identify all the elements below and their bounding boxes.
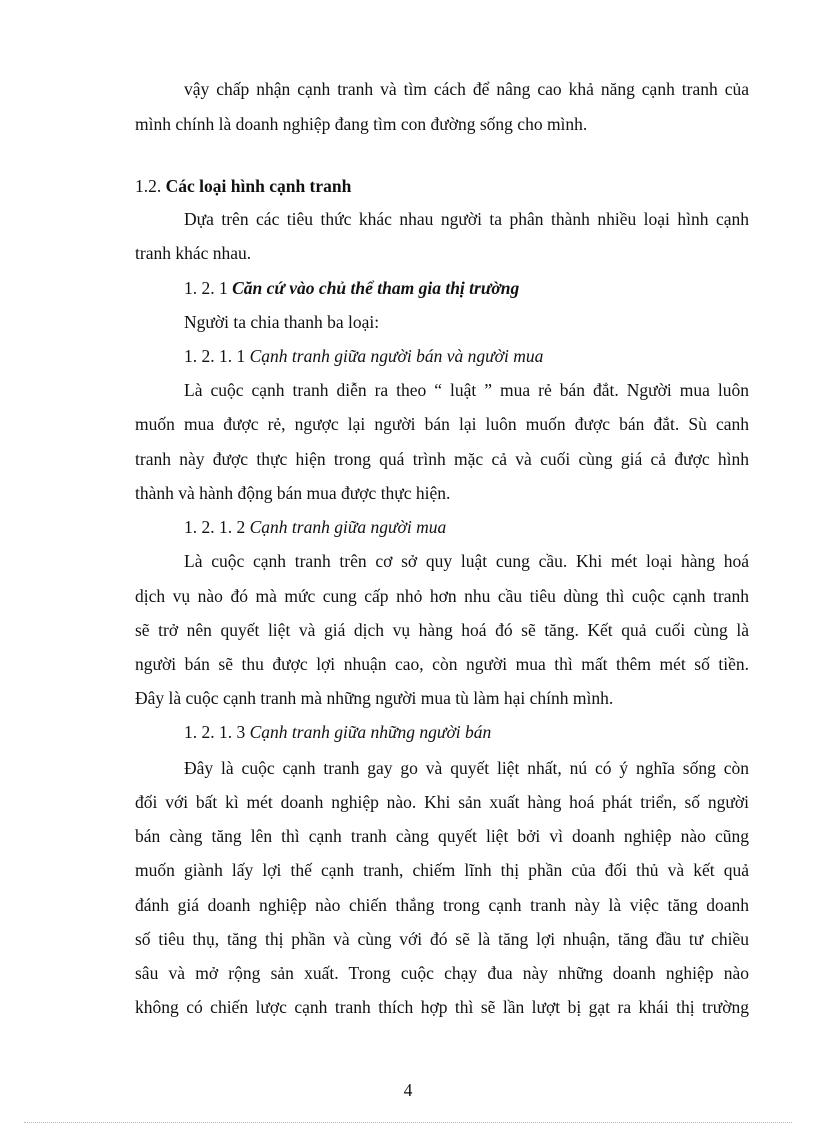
paragraph-2-line-2: tranh khác nhau. (135, 243, 252, 263)
paragraph-2-line-1: Dựa trên các tiêu thức khác nhau người ta phân thành nhiều loại hình cạnh (184, 209, 749, 229)
subsection-number: 1. 2. 1 (184, 278, 228, 298)
section-heading-1-2 (135, 175, 351, 197)
paragraph-6-line-6: số tiêu thụ, tăng thị phần và cùng với đó sẽ là tăng lợi nhuận, tăng đầu tư chiều (135, 929, 749, 949)
subsubsection-number: 1. 2. 1. 3 (184, 722, 246, 742)
subsubsection-title: Cạnh tranh giữa những người bán (249, 722, 492, 742)
paragraph-5-line-3: sẽ trở nên quyết liệt và giá dịch vụ hàng hoá đó sẽ tăng. Kết quả cuối cùng là (135, 620, 749, 640)
paragraph-5-line-2: dịch vụ nào đó mà mức cung cấp nhỏ hơn nhu cầu tiêu dùng thì cuộc cạnh tranh (135, 586, 749, 606)
paragraph-6-line-8: không có chiến lược cạnh tranh thích hợp thì sẽ lần lượt bị gạt ra khái thị trường (135, 997, 749, 1017)
subsubsection-heading-1-2-1-3 (184, 721, 491, 743)
subsubsection-heading-1-2-1-1 (184, 345, 543, 367)
subsubsection-title: Cạnh tranh giữa người bán và người mua (249, 346, 544, 366)
paragraph-3: Người ta chia thanh ba loại: (184, 312, 380, 332)
paragraph-6-line-1: Đây là cuộc cạnh tranh gay go và quyết liệt nhất, nú có ý nghĩa sống còn (184, 758, 749, 778)
section-number: 1.2. (135, 176, 162, 196)
paragraph-4-line-2: muốn mua được rẻ, ngược lại người bán lại luôn muốn được bán đắt. Sù canh (135, 414, 749, 434)
paragraph-4-line-1: Là cuộc cạnh tranh diễn ra theo “ luật ” mua rẻ bán đắt. Người mua luôn (184, 380, 749, 400)
subsubsection-number: 1. 2. 1. 1 (184, 346, 246, 366)
subsection-title: Căn cứ vào chủ thể tham gia thị trường (232, 278, 520, 298)
subsubsection-number: 1. 2. 1. 2 (184, 517, 246, 537)
paragraph-1-line-2: mình chính là doanh nghiệp đang tìm con đường sống cho mình. (135, 114, 588, 134)
paragraph-4-line-3: tranh này được thực hiện trong quá trình mặc cả và cuối cùng giá cả được hình (135, 449, 749, 469)
paragraph-4-line-4: thành và hành động bán mua được thực hiện. (135, 483, 451, 503)
paragraph-5-line-4: người bán sẽ thu được lợi nhuận cao, còn người mua thì mất thêm mét số tiền. (135, 654, 749, 674)
paragraph-6-line-7: sâu và mở rộng sản xuất. Trong cuộc chạy đua này những doanh nghiệp nào (135, 963, 749, 983)
paragraph-6-line-2: đối với bất kì mét doanh nghiệp nào. Khi sản xuất hàng hoá phát triển, số người (135, 792, 749, 812)
paragraph-6-line-4: muốn giành lấy lợi thế cạnh tranh, chiếm lĩnh thị phần của đối thủ và kết quả (135, 860, 749, 880)
page-number: 4 (403, 1080, 413, 1100)
paragraph-5-line-5: Đây là cuộc cạnh tranh mà những người mua tù làm hại chính mình. (135, 688, 614, 708)
subsubsection-heading-1-2-1-2 (184, 516, 446, 538)
paragraph-5-line-1: Là cuộc cạnh tranh trên cơ sở quy luật cung cầu. Khi mét loại hàng hoá (184, 551, 749, 571)
paragraph-6-line-3: bán càng tăng lên thì cạnh tranh càng quyết liệt bởi vì doanh nghiệp nào cũng (135, 826, 749, 846)
subsubsection-title: Cạnh tranh giữa người mua (249, 517, 447, 537)
subsection-heading-1-2-1 (184, 277, 519, 299)
paragraph-6-line-5: đánh giá doanh nghiệp nào chiến thắng trong cạnh tranh này là việc tăng doanh (135, 895, 749, 915)
paragraph-1-line-1: vậy chấp nhận cạnh tranh và tìm cách để nâng cao khả năng cạnh tranh của (184, 79, 749, 99)
section-title: Các loại hình cạnh tranh (165, 176, 352, 196)
